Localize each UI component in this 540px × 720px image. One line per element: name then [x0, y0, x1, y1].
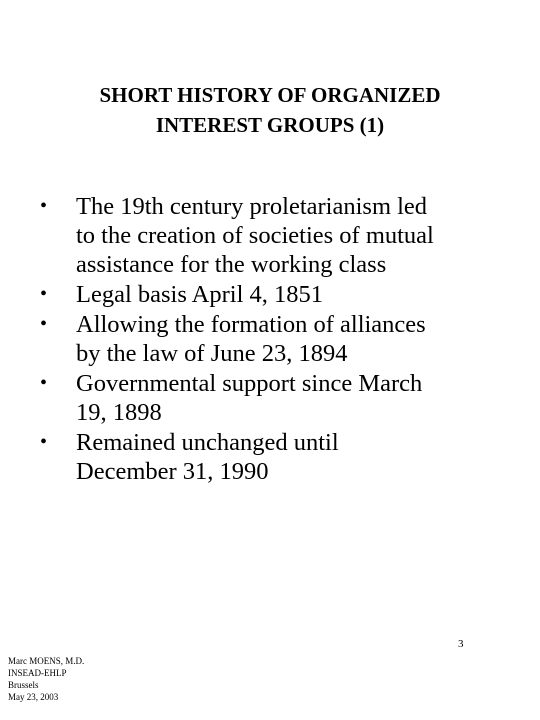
bullet-line: Legal basis April 4, 1851: [76, 281, 324, 308]
title-line: INTEREST GROUPS (1): [155, 113, 385, 137]
bullet-item: [40, 369, 510, 427]
bullet-marker: •: [40, 283, 48, 305]
slide-title: [40, 80, 500, 140]
bullet-item: [40, 280, 510, 309]
bullet-marker: •: [40, 372, 48, 394]
bullet-line: Allowing the formation of alliances: [76, 311, 426, 338]
footer-line: Brussels: [8, 680, 39, 690]
bullet-item: [40, 428, 510, 486]
bullet-line: Remained unchanged until: [76, 429, 339, 456]
bullet-line: Governmental support since March: [76, 370, 423, 397]
bullet-line: to the creation of societies of mutual: [76, 222, 434, 249]
bullet-line: The 19th century proletarianism led: [76, 193, 428, 220]
title-line: SHORT HISTORY OF ORGANIZED: [99, 83, 441, 107]
bullet-item: [40, 310, 510, 368]
bullet-marker: •: [40, 313, 48, 335]
footer-line: Marc MOENS, M.D.: [8, 656, 85, 666]
footer-author-block: [8, 655, 84, 703]
footer-line: INSEAD-EHLP: [8, 668, 67, 678]
bullet-line: by the law of June 23, 1894: [76, 340, 348, 367]
bullet-line: assistance for the working class: [76, 251, 387, 278]
bullet-line: 19, 1898: [76, 399, 162, 426]
bullet-marker: •: [40, 431, 48, 453]
page-number: 3: [458, 638, 464, 650]
bullet-item: [40, 192, 510, 279]
bullet-list: [40, 192, 510, 487]
bullet-marker: •: [40, 195, 48, 217]
bullet-line: December 31, 1990: [76, 458, 269, 485]
footer-line: May 23, 2003: [8, 692, 59, 702]
